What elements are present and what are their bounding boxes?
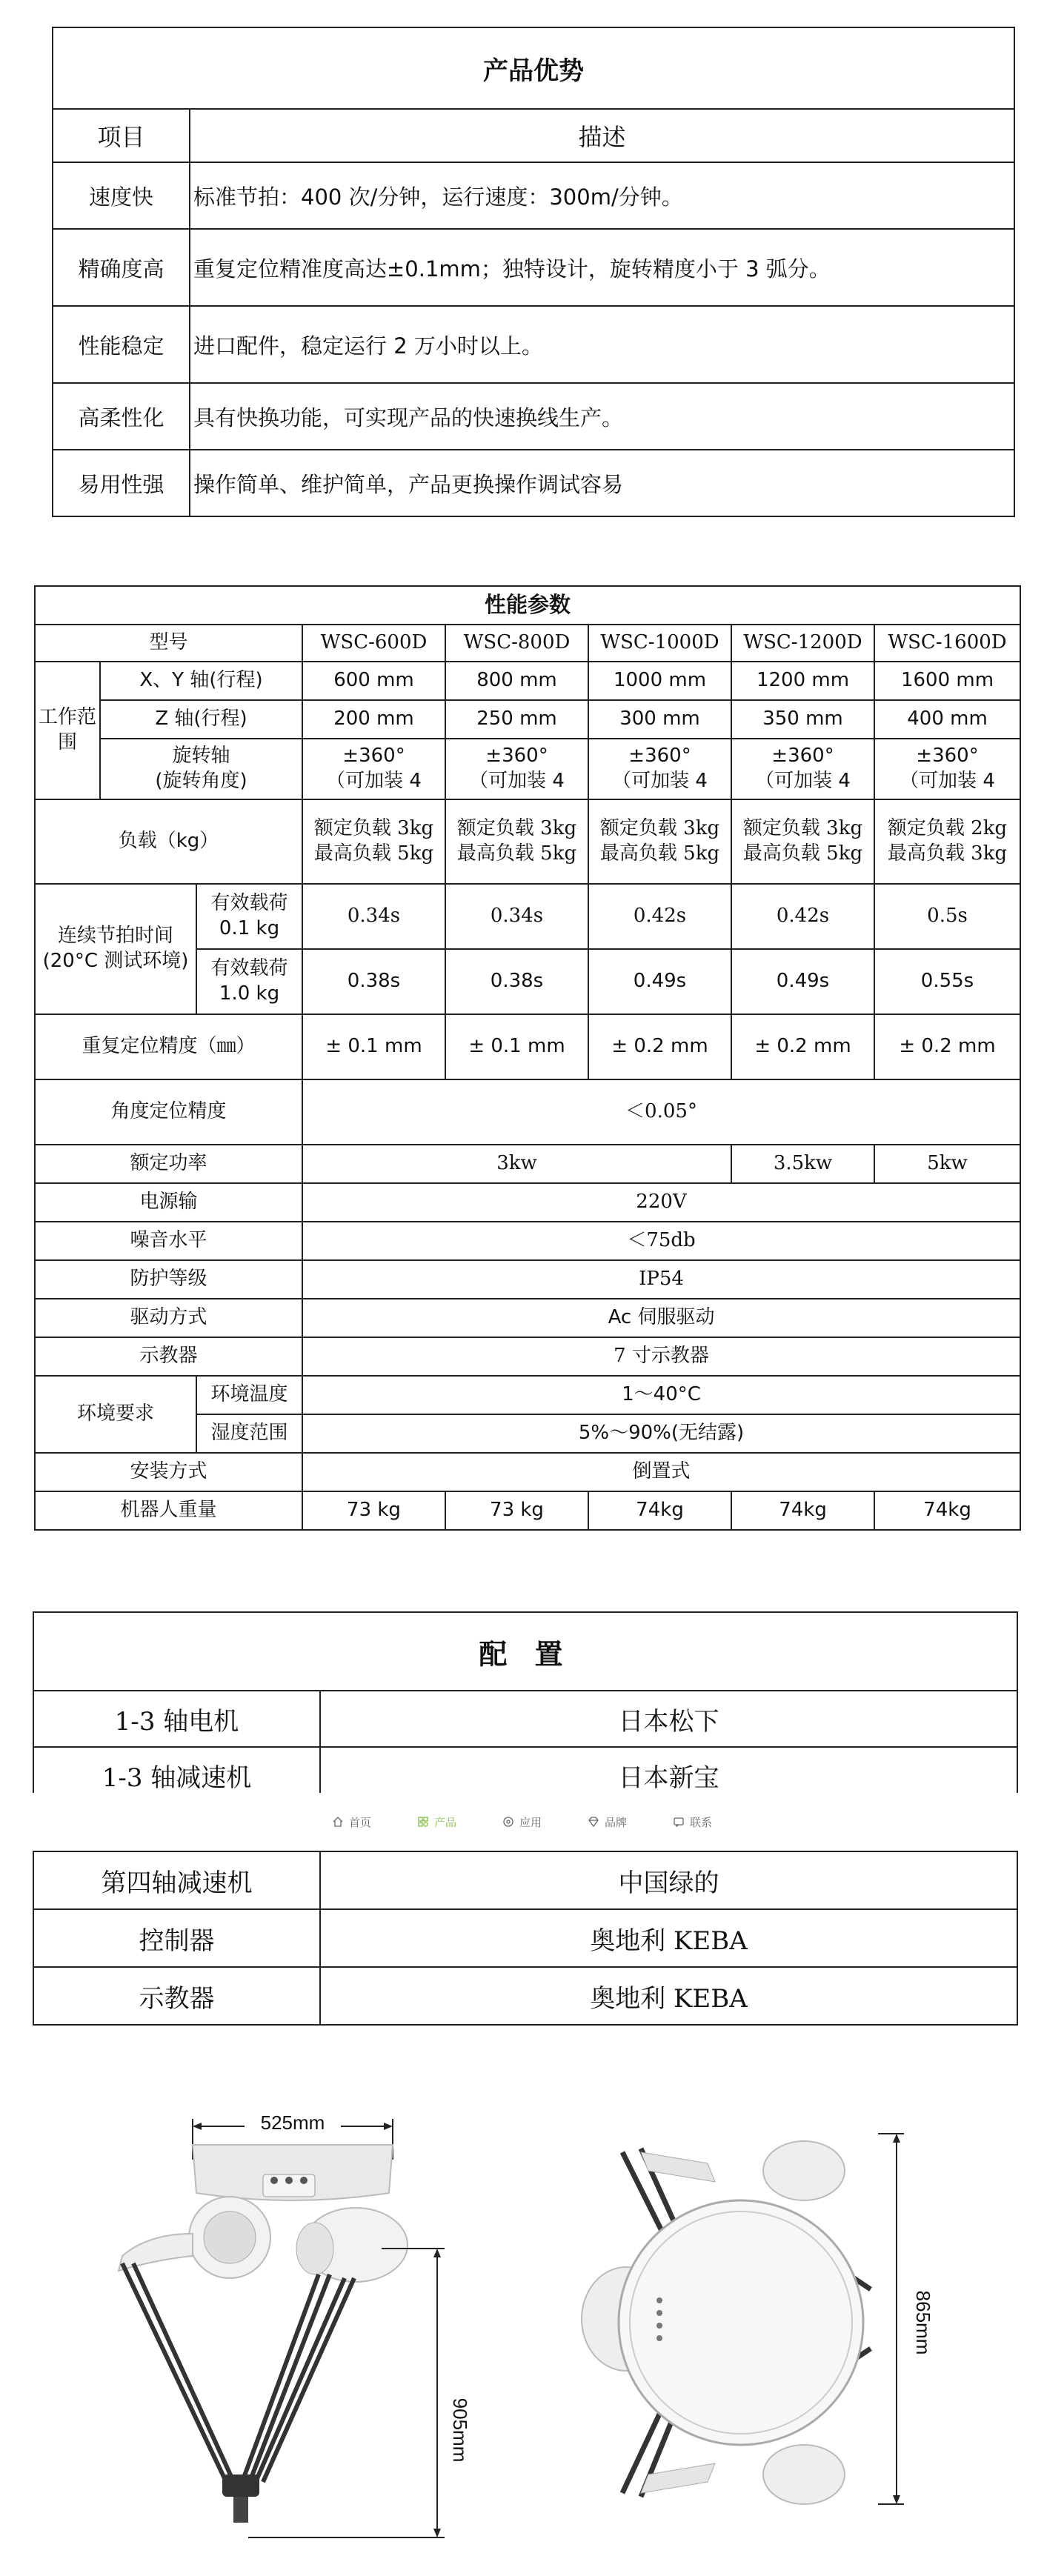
rot-value: ±360° （可加装 4 (874, 739, 1020, 799)
config-value: 日本新宝 (320, 1747, 1017, 1803)
weight-label: 机器人重量 (35, 1491, 302, 1530)
rot-label (100, 739, 302, 799)
arrow-head (193, 2123, 202, 2130)
config-table-continued (33, 1851, 1018, 2026)
nav-label: 应用 (519, 1815, 542, 1829)
config-key: 第四轴减速机 (33, 1851, 320, 1909)
end-effector (222, 2475, 259, 2497)
tool-flange (233, 2497, 248, 2523)
supply-label: 电源输 (35, 1183, 302, 1222)
cycle-01-value: 0.34s (302, 884, 445, 949)
drive-label: 驱动方式 (35, 1299, 302, 1337)
noise-value: ＜75db (302, 1222, 1020, 1260)
z-value: 200 mm (302, 700, 445, 739)
power-value: 3kw (302, 1145, 731, 1183)
repeat-value: ± 0.1 mm (445, 1014, 588, 1079)
adv-item: 速度快 (53, 162, 190, 229)
rot-label-1: 旋转轴 (172, 745, 230, 768)
cycle-10-value: 0.38s (445, 949, 588, 1014)
model-name: WSC-1200D (731, 625, 874, 662)
col-item-header: 项目 (53, 109, 190, 162)
chat-icon (673, 1816, 685, 1828)
weight-value: 74kg (588, 1491, 731, 1530)
robot-side-view (89, 2104, 504, 2549)
adv-desc: 标准节拍：400 次/分钟，运行速度：300m/分钟。 (190, 162, 1014, 229)
rot-value: ±360° （可加装 4 (445, 739, 588, 799)
protect-label: 防护等级 (35, 1260, 302, 1299)
arrow-head (384, 2123, 393, 2130)
z-value: 300 mm (588, 700, 731, 739)
xy-label: X、Y 轴(行程) (100, 662, 302, 700)
load-value: 额定负载 3kg 最高负载 5kg (588, 799, 731, 884)
adv-desc: 重复定位精准度高达±0.1mm；独特设计，旋转精度小于 3 弧分。 (190, 229, 1014, 306)
parallel-links (122, 2263, 354, 2489)
repeat-label: 重复定位精度（㎜） (35, 1014, 302, 1079)
adv-desc: 操作简单、维护简单，产品更换操作调试容易 (190, 450, 1014, 516)
config-value: 中国绿的 (320, 1851, 1017, 1909)
motor-housing (763, 2141, 845, 2200)
nav-label: 产品 (433, 1815, 456, 1829)
xy-value: 600 mm (302, 662, 445, 700)
weight-value: 74kg (731, 1491, 874, 1530)
load-value: 额定负载 3kg 最高负载 5kg (445, 799, 588, 884)
cycle-10-value: 0.55s (874, 949, 1020, 1014)
load-label: 负载（kg） (35, 799, 302, 884)
advantages-title: 产品优势 (53, 27, 1014, 109)
nav-item-home[interactable] (332, 1814, 371, 1830)
robot-arm (119, 2234, 193, 2271)
pendant-label: 示教器 (35, 1337, 302, 1376)
model-name: WSC-800D (445, 625, 588, 662)
top-dimension: 865mm (912, 2290, 934, 2355)
rot-value: ±360° （可加装 4 (302, 739, 445, 799)
robot-top-view (552, 2119, 982, 2534)
config-value: 日本松下 (320, 1691, 1017, 1747)
rot-label-2: (旋转角度) (155, 770, 247, 792)
temp-value: 1～40°C (302, 1376, 1020, 1414)
cycle-01-value: 0.42s (588, 884, 731, 949)
config-value: 奥地利 KEBA (320, 1967, 1017, 2025)
config-key: 1-3 轴减速机 (33, 1747, 320, 1803)
cycle-01-value: 0.42s (731, 884, 874, 949)
adv-item: 性能稳定 (53, 306, 190, 383)
xy-value: 1200 mm (731, 662, 874, 700)
config-table (33, 1611, 1018, 1804)
nav-item-brand[interactable] (588, 1814, 627, 1830)
application-icon (502, 1816, 514, 1828)
home-icon (332, 1816, 344, 1828)
weight-value: 73 kg (302, 1491, 445, 1530)
adv-item: 精确度高 (53, 229, 190, 306)
drive-value: Ac 伺服驱动 (302, 1299, 1020, 1337)
model-name: WSC-1000D (588, 625, 731, 662)
diamond-icon (588, 1816, 599, 1828)
model-name: WSC-600D (302, 625, 445, 662)
nav-label: 品牌 (605, 1815, 628, 1829)
angle-label: 角度定位精度 (35, 1079, 302, 1145)
angle-value: ＜0.05° (302, 1079, 1020, 1145)
config-key: 控制器 (33, 1909, 320, 1967)
supply-value: 220V (302, 1183, 1020, 1222)
model-name: WSC-1600D (874, 625, 1020, 662)
config-title: 配 置 (33, 1612, 1017, 1691)
repeat-value: ± 0.2 mm (874, 1014, 1020, 1079)
mount-label: 安装方式 (35, 1453, 302, 1491)
cycle-01-label: 有效载荷 0.1 kg (196, 884, 302, 949)
config-value: 奥地利 KEBA (320, 1909, 1017, 1967)
load-value: 额定负载 3kg 最高负载 5kg (302, 799, 445, 884)
z-value: 250 mm (445, 700, 588, 739)
nav-item-contact[interactable] (673, 1814, 712, 1830)
motor-housing (763, 2445, 845, 2504)
xy-value: 1000 mm (588, 662, 731, 700)
z-value: 400 mm (874, 700, 1020, 739)
repeat-value: ± 0.1 mm (302, 1014, 445, 1079)
load-value: 额定负载 2kg 最高负载 3kg (874, 799, 1020, 884)
nav-label: 联系 (690, 1815, 713, 1829)
mount-value: 倒置式 (302, 1453, 1020, 1491)
cycle-01-value: 0.34s (445, 884, 588, 949)
work-range-label: 工作范围 (35, 662, 100, 799)
env-label: 环境要求 (35, 1376, 196, 1453)
cycle-10-value: 0.38s (302, 949, 445, 1014)
bottom-nav-bar (0, 1793, 1044, 1851)
cycle-10-value: 0.49s (588, 949, 731, 1014)
weight-value: 73 kg (445, 1491, 588, 1530)
height-dimension: 905mm (449, 2397, 471, 2463)
protect-value: IP54 (302, 1260, 1020, 1299)
noise-label: 噪音水平 (35, 1222, 302, 1260)
config-key: 示教器 (33, 1967, 320, 2025)
rot-value: ±360° （可加装 4 (588, 739, 731, 799)
temp-label: 环境温度 (196, 1376, 302, 1414)
cycle-10-label: 有效载荷 1.0 kg (196, 949, 302, 1014)
xy-value: 800 mm (445, 662, 588, 700)
advantages-table (52, 27, 1015, 517)
cycle-01-value: 0.5s (874, 884, 1020, 949)
params-title: 性能参数 (35, 586, 1020, 625)
z-label: Z 轴(行程) (100, 700, 302, 739)
cycle-10-value: 0.49s (731, 949, 874, 1014)
nav-item-application[interactable] (502, 1814, 542, 1830)
model-label: 型号 (35, 625, 302, 662)
weight-value: 74kg (874, 1491, 1020, 1530)
cycle-label: 连续节拍时间 (20°C 测试环境) (35, 884, 196, 1014)
adv-desc: 进口配件，稳定运行 2 万小时以上。 (190, 306, 1014, 383)
col-desc-header: 描述 (190, 109, 1014, 162)
adv-item: 高柔性化 (53, 383, 190, 450)
adv-item: 易用性强 (53, 450, 190, 516)
width-dimension: 525mm (260, 2111, 325, 2134)
pendant-value: 7 寸示教器 (302, 1337, 1020, 1376)
repeat-value: ± 0.2 mm (731, 1014, 874, 1079)
nav-label: 首页 (348, 1815, 371, 1829)
params-table (34, 585, 1021, 1531)
robot-base-disc (619, 2200, 863, 2445)
repeat-value: ± 0.2 mm (588, 1014, 731, 1079)
power-label: 额定功率 (35, 1145, 302, 1183)
rot-value: ±360° （可加装 4 (731, 739, 874, 799)
humid-label: 湿度范围 (196, 1414, 302, 1453)
nav-item-product[interactable] (417, 1814, 456, 1830)
adv-desc: 具有快换功能，可实现产品的快速换线生产。 (190, 383, 1014, 450)
z-value: 350 mm (731, 700, 874, 739)
config-key: 1-3 轴电机 (33, 1691, 320, 1747)
xy-value: 1600 mm (874, 662, 1020, 700)
power-value: 3.5kw (731, 1145, 874, 1183)
power-value: 5kw (874, 1145, 1020, 1183)
humid-value: 5%～90%(无结露) (302, 1414, 1020, 1453)
load-value: 额定负载 3kg 最高负载 5kg (731, 799, 874, 884)
product-icon (417, 1816, 429, 1828)
